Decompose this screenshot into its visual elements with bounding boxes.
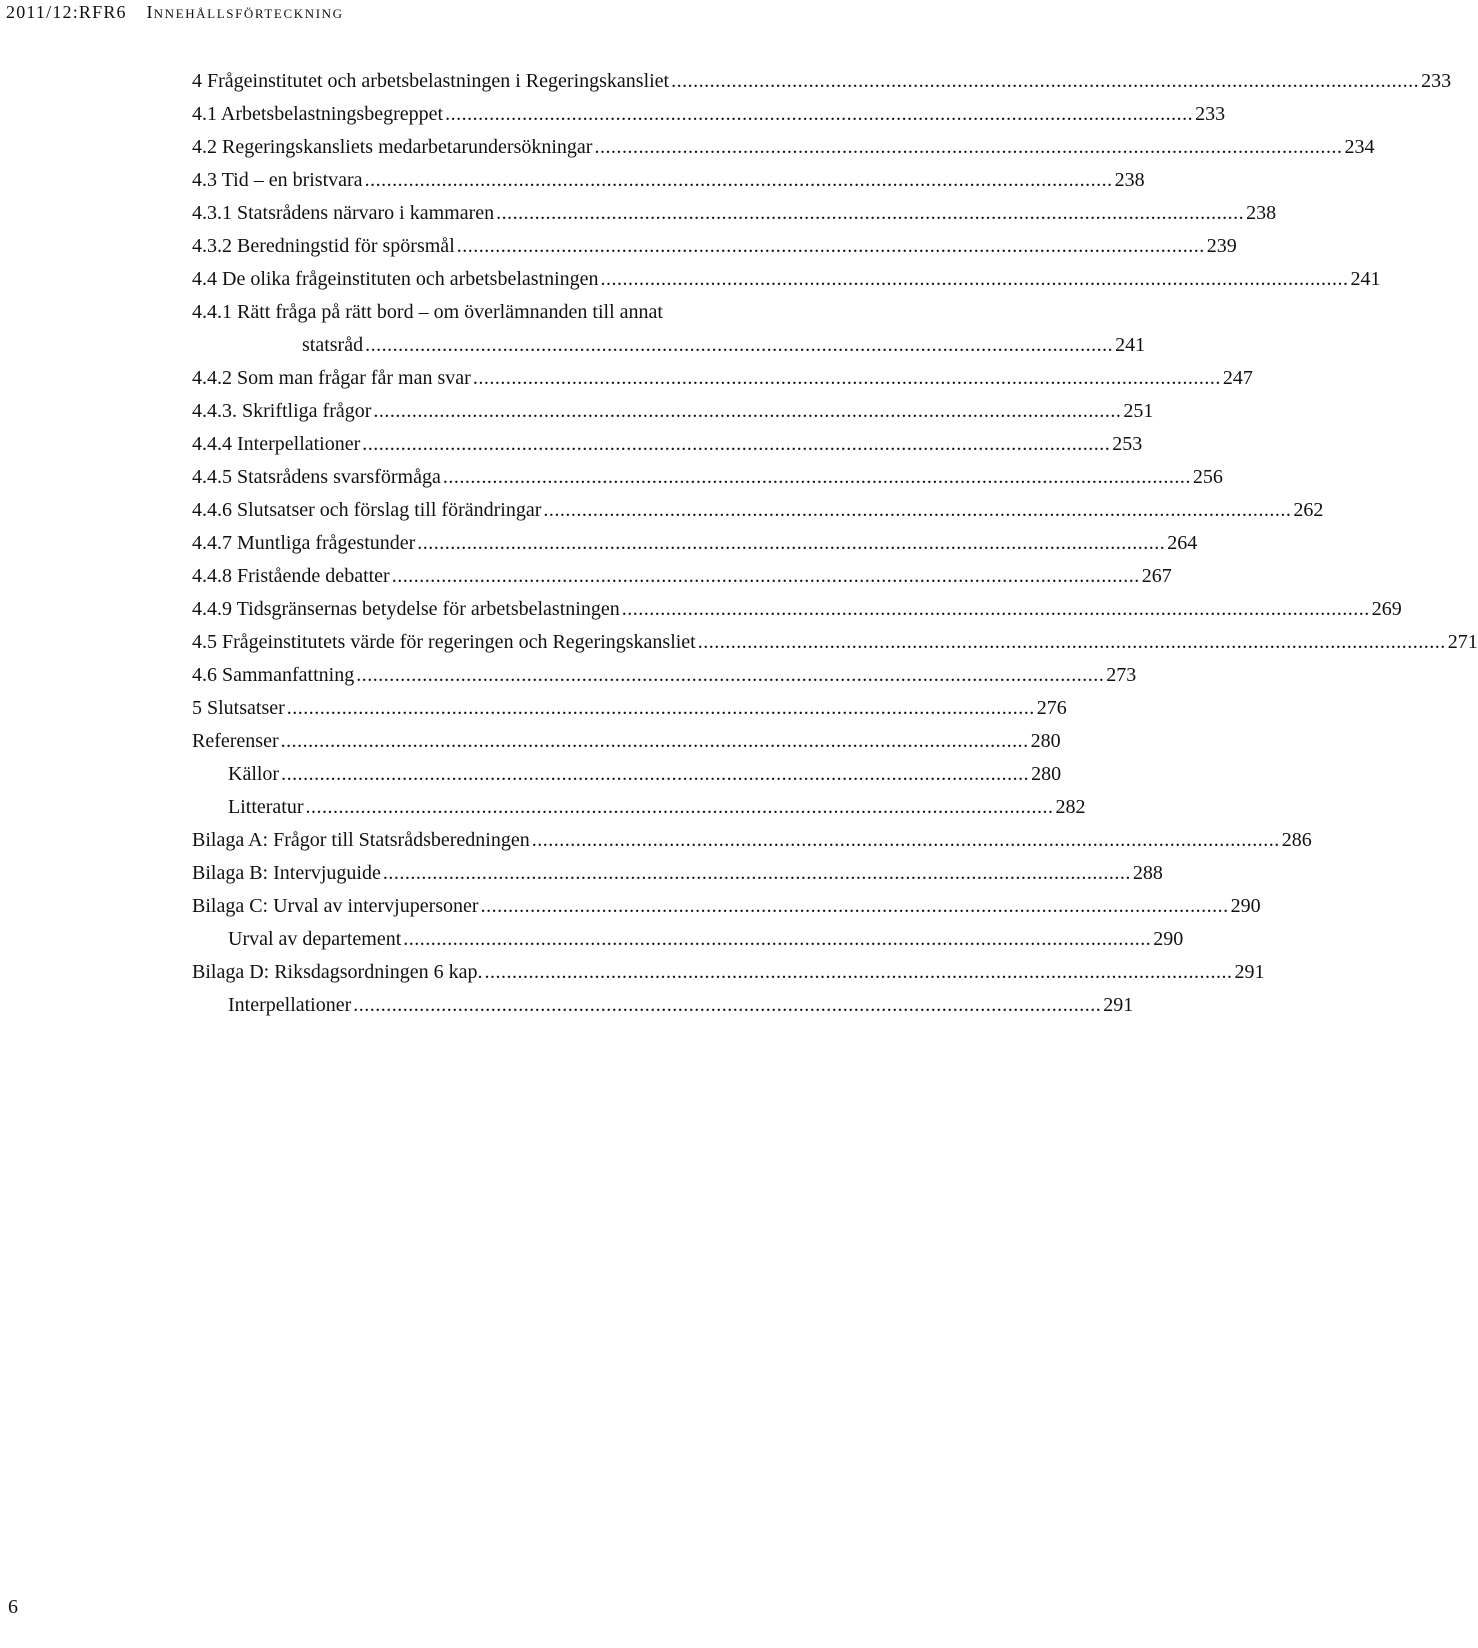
toc-entry[interactable] — [192, 559, 1172, 593]
toc-entry-label: 4.6 Sammanfattning — [192, 664, 355, 686]
toc-leader-dots: ........................................................................................................................................ — [456, 235, 1205, 257]
toc-entry-page: 239 — [1206, 235, 1237, 257]
toc-entry-page: 256 — [1192, 466, 1223, 488]
toc-entry[interactable] — [192, 427, 1143, 461]
toc-entry-page: 280 — [1030, 730, 1061, 752]
toc-entry-label: 4.4.3. Skriftliga frågor — [192, 400, 372, 422]
toc-leader-dots: ........................................................................................................................................ — [373, 400, 1122, 422]
toc-entry-page: 233 — [1195, 103, 1226, 125]
toc-entry-label: statsråd — [302, 334, 364, 356]
report-code: 2011/12:RFR6 — [6, 2, 127, 22]
toc-entry[interactable] — [192, 493, 1324, 527]
toc-leader-dots: ........................................................................................................................................ — [391, 565, 1140, 587]
toc-entry-page: 253 — [1112, 433, 1143, 455]
toc-leader-dots: ........................................................................................................................................ — [543, 499, 1292, 521]
toc-entry-page: 241 — [1350, 268, 1381, 290]
toc-entry-page: 238 — [1246, 202, 1277, 224]
toc-leader-dots: ........................................................................................................................................ — [382, 862, 1131, 884]
toc-entry-page: 280 — [1031, 763, 1062, 785]
toc-entry[interactable] — [192, 889, 1261, 923]
toc-leader-dots: ........................................................................................................................................ — [621, 598, 1370, 620]
toc-entry[interactable] — [228, 757, 1062, 791]
toc-leader-dots: ........................................................................................................................................ — [362, 433, 1111, 455]
toc-entry-label: Bilaga A: Frågor till Statsrådsberedningen — [192, 829, 530, 851]
toc-leader-dots: ........................................................................................................................................ — [594, 136, 1343, 158]
toc-entry-label: 4.4.8 Fristående debatter — [192, 565, 390, 587]
toc-entry-label: Bilaga C: Urval av intervjupersoner — [192, 895, 479, 917]
toc-leader-dots: ........................................................................................................................................ — [442, 466, 1191, 488]
toc-entry-page: 291 — [1103, 994, 1134, 1016]
toc-entry-page: 288 — [1132, 862, 1163, 884]
toc-entry[interactable] — [192, 64, 1452, 98]
toc-leader-dots: ........................................................................................................................................ — [356, 664, 1105, 686]
toc-entry-page: 273 — [1106, 664, 1137, 686]
section-title — [146, 2, 343, 22]
toc-entry-page: 290 — [1153, 928, 1184, 950]
toc-entry-page: 262 — [1293, 499, 1324, 521]
toc-entry-page: 241 — [1115, 334, 1146, 356]
toc-entry-page: 233 — [1421, 70, 1452, 92]
toc-leader-dots: ........................................................................................................................................ — [280, 730, 1029, 752]
toc-entry[interactable] — [192, 394, 1154, 428]
toc-leader-dots: ........................................................................................................................................ — [600, 268, 1349, 290]
toc-entry[interactable] — [192, 196, 1277, 230]
toc-leader-dots: ........................................................................................................................................ — [305, 796, 1054, 818]
toc-entry[interactable] — [192, 592, 1402, 626]
toc-entry-label: 4.5 Frågeinstitutets värde för regeringen och Regeringskansliet — [192, 631, 696, 653]
toc-entry[interactable] — [192, 97, 1226, 131]
toc-entry-label: 4.4.6 Slutsatser och förslag till förändringar — [192, 499, 542, 521]
toc-entry-page: 267 — [1141, 565, 1172, 587]
toc-leader-dots: ........................................................................................................................................ — [403, 928, 1152, 950]
toc-entry-page: 269 — [1371, 598, 1402, 620]
toc-entry-label: Källor — [228, 763, 280, 785]
toc-leader-dots: ........................................................................................................................................ — [364, 169, 1113, 191]
toc-entry-label: Bilaga D: Riksdagsordningen 6 kap. — [192, 961, 483, 983]
toc-entry[interactable] — [192, 955, 1265, 989]
toc-entry-page: 271 — [1447, 631, 1478, 653]
page-number: 6 — [8, 1596, 18, 1618]
toc-entry-page: 251 — [1123, 400, 1154, 422]
toc-entry-label: 5 Slutsatser — [192, 697, 285, 719]
toc-entry-label: 4.4.5 Statsrådens svarsförmåga — [192, 466, 441, 488]
toc-entry-label: Interpellationer — [228, 994, 352, 1016]
toc-entry-page: 276 — [1036, 697, 1067, 719]
toc-entry-label: 4.4.4 Interpellationer — [192, 433, 361, 455]
toc-entry-label: 4.4 De olika frågeinstituten och arbetsbelastningen — [192, 268, 599, 290]
toc-entry-label: 4.1 Arbetsbelastningsbegreppet — [192, 103, 444, 125]
toc-entry-first-line[interactable] — [192, 295, 940, 329]
toc-entry-page: 247 — [1222, 367, 1253, 389]
toc-entry-page: 290 — [1230, 895, 1261, 917]
section-title-initial: I — [146, 2, 154, 22]
toc-entry[interactable] — [228, 922, 1184, 956]
running-header — [6, 2, 344, 23]
toc-entry-label: 4.3.1 Statsrådens närvaro i kammaren — [192, 202, 495, 224]
toc-leader-dots: ........................................................................................................................................ — [365, 334, 1114, 356]
toc-entry[interactable] — [228, 988, 1134, 1022]
toc-entry[interactable] — [192, 460, 1223, 494]
toc-entry-label: 4.2 Regeringskansliets medarbetarundersökningar — [192, 136, 593, 158]
toc-leader-dots: ........................................................................................................................................ — [671, 70, 1420, 92]
toc-leader-dots: ........................................................................................................................................ — [697, 631, 1446, 653]
toc-entry[interactable] — [192, 526, 1198, 560]
toc-entry[interactable] — [192, 823, 1312, 857]
toc-entry-page: 234 — [1344, 136, 1375, 158]
toc-entry[interactable] — [192, 163, 1145, 197]
toc-entry[interactable] — [192, 724, 1061, 758]
toc-entry-label: 4.4.1 Rätt fråga på rätt bord – om överlämnanden till annat — [192, 301, 663, 323]
toc-entry-page: 238 — [1114, 169, 1145, 191]
toc-entry[interactable] — [192, 130, 1375, 164]
toc-entry-page: 282 — [1055, 796, 1086, 818]
toc-entry-label: Litteratur — [228, 796, 304, 818]
toc-entry-continuation[interactable] — [302, 328, 1146, 362]
toc-entry-page: 291 — [1234, 961, 1265, 983]
toc-leader-dots: ........................................................................................................................................ — [480, 895, 1229, 917]
toc-leader-dots: ........................................................................................................................................ — [286, 697, 1035, 719]
toc-entry[interactable] — [192, 658, 1137, 692]
toc-entry[interactable] — [192, 262, 1381, 296]
toc-entry-label: 4.4.9 Tidsgränsernas betydelse för arbetsbelastningen — [192, 598, 620, 620]
toc-leader-dots: ........................................................................................................................................ — [445, 103, 1194, 125]
toc-entry-label: Urval av departement — [228, 928, 402, 950]
toc-leader-dots: ........................................................................................................................................ — [484, 961, 1233, 983]
toc-entry[interactable] — [192, 856, 1163, 890]
toc-entry-page: 286 — [1281, 829, 1312, 851]
toc-leader-dots: ........................................................................................................................................ — [496, 202, 1245, 224]
toc-leader-dots: ........................................................................................................................................ — [417, 532, 1166, 554]
toc-leader-dots: ........................................................................................................................................ — [353, 994, 1102, 1016]
toc-entry[interactable] — [192, 229, 1237, 263]
toc-entry-label: 4 Frågeinstitutet och arbetsbelastningen i Regeringskansliet — [192, 70, 670, 92]
toc-entry[interactable] — [228, 790, 1086, 824]
toc-entry-label: 4.3.2 Beredningstid för spörsmål — [192, 235, 455, 257]
toc-entry[interactable] — [192, 691, 1067, 725]
toc-entry-label: Referenser — [192, 730, 279, 752]
toc-entry-label: 4.3 Tid – en bristvara — [192, 169, 363, 191]
toc-entry-page: 264 — [1167, 532, 1198, 554]
toc-leader-dots: ........................................................................................................................................ — [472, 367, 1221, 389]
section-title-rest: NNEHÅLLSFÖRTECKNING — [153, 6, 344, 21]
toc-leader-dots: ........................................................................................................................................ — [281, 763, 1030, 785]
toc-entry-label: 4.4.7 Muntliga frågestunder — [192, 532, 416, 554]
toc-leader-dots: ........................................................................................................................................ — [531, 829, 1280, 851]
toc-entry-label: 4.4.2 Som man frågar får man svar — [192, 367, 471, 389]
toc-entry-label: Bilaga B: Intervjuguide — [192, 862, 381, 884]
toc-entry[interactable] — [192, 361, 1253, 395]
toc-entry[interactable] — [192, 625, 1478, 659]
